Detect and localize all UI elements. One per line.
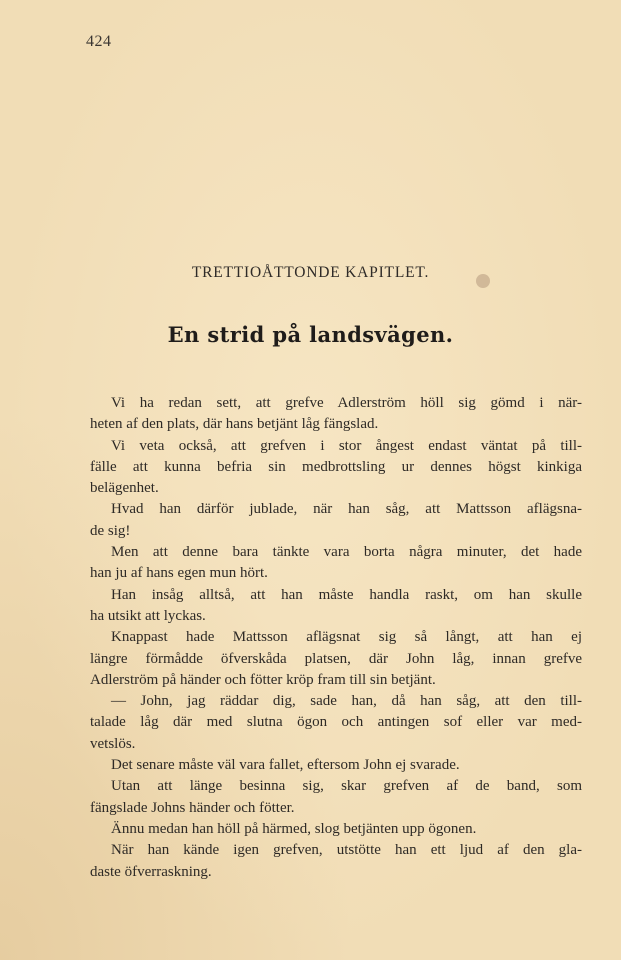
text-line: talade låg där med slutna ögon och antingen sof eller var med- (90, 714, 582, 731)
chapter-title: En strid på landsvägen. (167, 322, 454, 347)
text-line: vetslös. (90, 735, 136, 752)
text-line: Adlerström på händer och fötter kröp fram till sin betjänt. (90, 671, 436, 688)
text-line: längre förmådde öfverskåda platsen, där John låg, innan grefve (90, 650, 582, 667)
body-text (90, 393, 582, 883)
text-line: Vi ha redan sett, att grefve Adlerström höll sig gömd i när- (111, 395, 582, 411)
text-line: han ju af hans egen mun hört. (90, 565, 268, 582)
text-line: Vi veta också, att grefven i stor ångest endast väntat på till- (111, 437, 582, 454)
text-line: daste öfverraskning. (90, 863, 212, 880)
text-line: fängslade Johns händer och fötter. (90, 799, 295, 816)
text-line: Knappast hade Mattsson aflägsnat sig så långt, att han ej (111, 629, 582, 646)
text-line: heten af den plats, där hans betjänt låg fängslad. (90, 416, 379, 433)
text-line: När han kände igen grefven, utstötte han ett ljud af den gla- (111, 842, 582, 859)
text-line: Ännu medan han höll på härmed, slog betjänten upp ögonen. (111, 820, 477, 837)
text-line: belägenhet. (90, 480, 159, 497)
text-line: de sig! (90, 522, 131, 539)
text-line: Han insåg alltså, att han måste handla raskt, om han skulle (111, 586, 582, 603)
text-line: Det senare måste väl vara fallet, eftersom John ej svarade. (111, 757, 460, 774)
text-line: ha utsikt att lyckas. (90, 607, 206, 624)
text-line: fälle att kunna befria sin medbrottsling ur dennes högst kinkiga (90, 458, 582, 475)
text-line: Utan att länge besinna sig, skar grefven af de band, som (111, 778, 582, 795)
text-line: Hvad han därför jublade, när han såg, att Mattsson aflägsna- (111, 501, 582, 518)
page-number: 424 (86, 33, 112, 50)
ink-spot (476, 274, 490, 288)
text-line: Men att denne bara tänkte vara borta några minuter, det hade (111, 544, 582, 561)
text-line: — John, jag räddar dig, sade han, då han såg, att den till- (111, 693, 582, 710)
chapter-heading: TRETTIOÅTTONDE KAPITLET. (191, 264, 430, 281)
